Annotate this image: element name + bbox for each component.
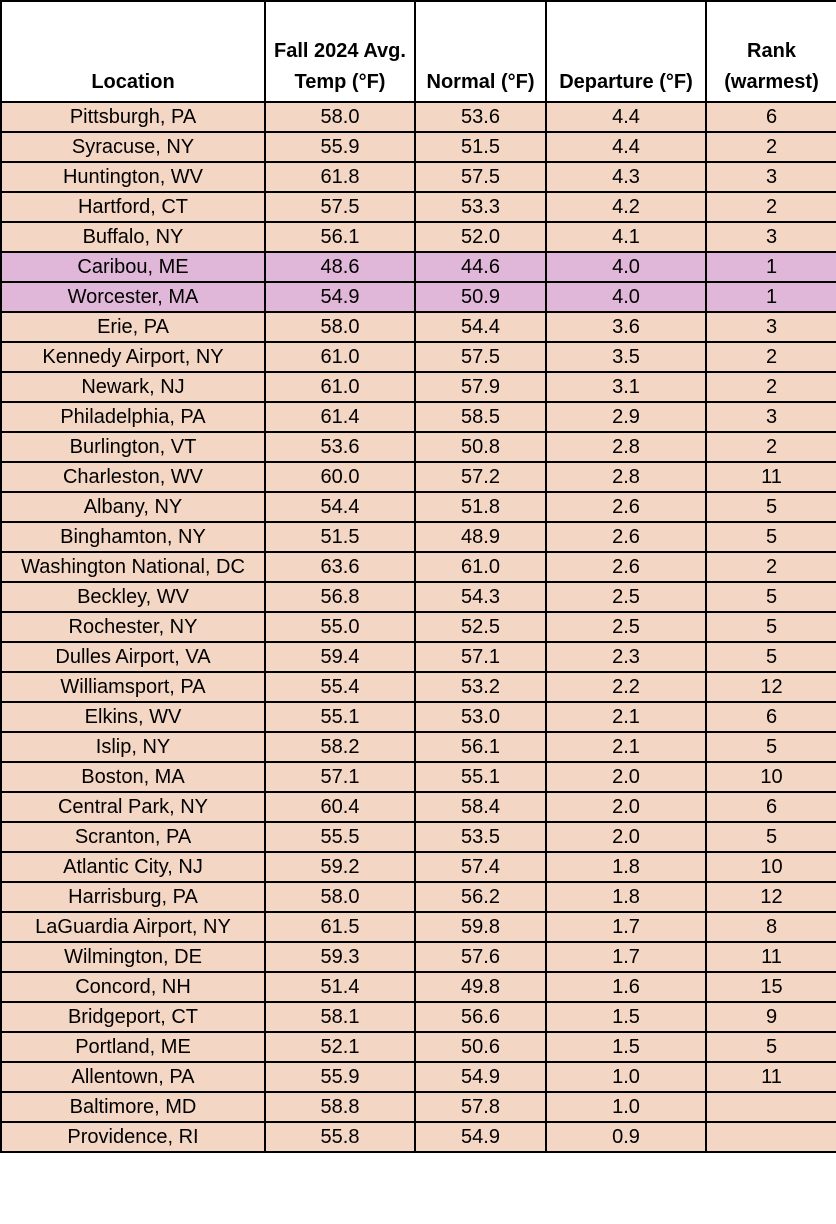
header-rank-line1: Rank [747, 40, 796, 62]
cell-location: Caribou, ME [1, 252, 265, 282]
cell-normal: 56.6 [415, 1002, 546, 1032]
header-departure-label: Departure (°F) [559, 71, 693, 93]
cell-avg-temp: 57.1 [265, 762, 415, 792]
table-row [1, 1002, 836, 1032]
cell-avg-temp: 54.9 [265, 282, 415, 312]
cell-rank: 8 [706, 912, 836, 942]
cell-departure: 1.0 [546, 1062, 706, 1092]
cell-rank: 2 [706, 132, 836, 162]
cell-normal: 58.5 [415, 402, 546, 432]
cell-rank: 5 [706, 642, 836, 672]
cell-normal: 57.6 [415, 942, 546, 972]
cell-normal: 50.9 [415, 282, 546, 312]
cell-location: Scranton, PA [1, 822, 265, 852]
cell-avg-temp: 53.6 [265, 432, 415, 462]
cell-normal: 56.2 [415, 882, 546, 912]
table-row [1, 312, 836, 342]
cell-departure: 4.1 [546, 222, 706, 252]
cell-rank: 11 [706, 1062, 836, 1092]
cell-departure: 1.7 [546, 912, 706, 942]
cell-rank: 15 [706, 972, 836, 1002]
cell-location: Kennedy Airport, NY [1, 342, 265, 372]
header-avg-temp-line1: Fall 2024 Avg. [274, 40, 406, 62]
cell-avg-temp: 52.1 [265, 1032, 415, 1062]
table-row [1, 912, 836, 942]
cell-avg-temp: 58.0 [265, 312, 415, 342]
cell-rank: 12 [706, 882, 836, 912]
cell-location: Wilmington, DE [1, 942, 265, 972]
cell-avg-temp: 59.3 [265, 942, 415, 972]
header-location [1, 1, 265, 102]
cell-departure: 2.8 [546, 432, 706, 462]
cell-avg-temp: 58.8 [265, 1092, 415, 1122]
cell-departure: 1.8 [546, 882, 706, 912]
cell-departure: 4.3 [546, 162, 706, 192]
table-row [1, 1062, 836, 1092]
cell-location: Providence, RI [1, 1122, 265, 1152]
cell-rank: 2 [706, 372, 836, 402]
cell-rank [706, 1122, 836, 1152]
cell-departure: 4.4 [546, 102, 706, 132]
cell-departure: 2.0 [546, 792, 706, 822]
table-row [1, 102, 836, 132]
header-normal [415, 1, 546, 102]
cell-departure: 1.6 [546, 972, 706, 1002]
table-row [1, 642, 836, 672]
cell-location: Philadelphia, PA [1, 402, 265, 432]
cell-rank: 5 [706, 522, 836, 552]
cell-avg-temp: 51.5 [265, 522, 415, 552]
cell-location: Pittsburgh, PA [1, 102, 265, 132]
cell-rank: 5 [706, 492, 836, 522]
cell-location: Erie, PA [1, 312, 265, 342]
cell-avg-temp: 54.4 [265, 492, 415, 522]
cell-avg-temp: 51.4 [265, 972, 415, 1002]
cell-location: Bridgeport, CT [1, 1002, 265, 1032]
cell-avg-temp: 55.1 [265, 702, 415, 732]
cell-departure: 2.2 [546, 672, 706, 702]
cell-avg-temp: 55.9 [265, 1062, 415, 1092]
cell-rank [706, 1092, 836, 1122]
cell-location: Dulles Airport, VA [1, 642, 265, 672]
cell-normal: 59.8 [415, 912, 546, 942]
table-row [1, 282, 836, 312]
cell-rank: 3 [706, 162, 836, 192]
cell-avg-temp: 59.4 [265, 642, 415, 672]
table-row [1, 432, 836, 462]
cell-normal: 49.8 [415, 972, 546, 1002]
cell-location: Boston, MA [1, 762, 265, 792]
table-header [1, 1, 836, 102]
cell-avg-temp: 58.2 [265, 732, 415, 762]
cell-avg-temp: 56.1 [265, 222, 415, 252]
cell-rank: 5 [706, 1032, 836, 1062]
cell-location: LaGuardia Airport, NY [1, 912, 265, 942]
table-row [1, 162, 836, 192]
cell-location: Charleston, WV [1, 462, 265, 492]
cell-normal: 50.8 [415, 432, 546, 462]
cell-departure: 1.5 [546, 1032, 706, 1062]
table-row [1, 492, 836, 522]
header-avg-temp-line2: Temp (°F) [294, 71, 386, 93]
cell-rank: 2 [706, 192, 836, 222]
cell-rank: 10 [706, 762, 836, 792]
header-avg-temp [265, 1, 415, 102]
cell-normal: 52.0 [415, 222, 546, 252]
cell-normal: 58.4 [415, 792, 546, 822]
cell-location: Syracuse, NY [1, 132, 265, 162]
cell-rank: 2 [706, 432, 836, 462]
table-row [1, 852, 836, 882]
cell-location: Hartford, CT [1, 192, 265, 222]
cell-rank: 5 [706, 582, 836, 612]
cell-avg-temp: 55.4 [265, 672, 415, 702]
cell-normal: 57.5 [415, 342, 546, 372]
cell-departure: 2.1 [546, 702, 706, 732]
table-row [1, 222, 836, 252]
cell-location: Williamsport, PA [1, 672, 265, 702]
cell-normal: 53.3 [415, 192, 546, 222]
table-row [1, 552, 836, 582]
header-location-label: Location [91, 71, 175, 93]
table-row [1, 582, 836, 612]
cell-avg-temp: 61.0 [265, 342, 415, 372]
cell-avg-temp: 56.8 [265, 582, 415, 612]
cell-departure: 2.1 [546, 732, 706, 762]
cell-rank: 3 [706, 312, 836, 342]
table-row [1, 942, 836, 972]
cell-departure: 4.2 [546, 192, 706, 222]
cell-rank: 3 [706, 402, 836, 432]
cell-avg-temp: 59.2 [265, 852, 415, 882]
cell-avg-temp: 60.4 [265, 792, 415, 822]
cell-rank: 5 [706, 822, 836, 852]
cell-departure: 2.0 [546, 762, 706, 792]
table-row [1, 1092, 836, 1122]
table-row [1, 462, 836, 492]
cell-departure: 4.4 [546, 132, 706, 162]
cell-normal: 57.2 [415, 462, 546, 492]
cell-location: Burlington, VT [1, 432, 265, 462]
cell-departure: 2.3 [546, 642, 706, 672]
table-row [1, 612, 836, 642]
cell-rank: 10 [706, 852, 836, 882]
table-row [1, 762, 836, 792]
table-row [1, 822, 836, 852]
cell-normal: 52.5 [415, 612, 546, 642]
cell-location: Buffalo, NY [1, 222, 265, 252]
cell-avg-temp: 63.6 [265, 552, 415, 582]
table-row [1, 972, 836, 1002]
cell-rank: 9 [706, 1002, 836, 1032]
cell-location: Concord, NH [1, 972, 265, 1002]
cell-rank: 11 [706, 462, 836, 492]
cell-normal: 54.9 [415, 1062, 546, 1092]
table-body [1, 102, 836, 1152]
cell-location: Allentown, PA [1, 1062, 265, 1092]
cell-location: Huntington, WV [1, 162, 265, 192]
cell-avg-temp: 61.0 [265, 372, 415, 402]
table-row [1, 522, 836, 552]
cell-avg-temp: 57.5 [265, 192, 415, 222]
cell-rank: 2 [706, 342, 836, 372]
cell-departure: 0.9 [546, 1122, 706, 1152]
cell-avg-temp: 58.0 [265, 882, 415, 912]
cell-location: Washington National, DC [1, 552, 265, 582]
cell-rank: 3 [706, 222, 836, 252]
cell-avg-temp: 61.4 [265, 402, 415, 432]
cell-departure: 2.6 [546, 552, 706, 582]
cell-departure: 2.9 [546, 402, 706, 432]
cell-location: Atlantic City, NJ [1, 852, 265, 882]
cell-normal: 54.3 [415, 582, 546, 612]
cell-location: Harrisburg, PA [1, 882, 265, 912]
cell-departure: 3.1 [546, 372, 706, 402]
cell-avg-temp: 61.5 [265, 912, 415, 942]
cell-rank: 6 [706, 792, 836, 822]
cell-rank: 5 [706, 732, 836, 762]
cell-normal: 57.9 [415, 372, 546, 402]
table-row [1, 1122, 836, 1152]
cell-location: Islip, NY [1, 732, 265, 762]
cell-normal: 57.8 [415, 1092, 546, 1122]
cell-departure: 1.0 [546, 1092, 706, 1122]
cell-departure: 2.8 [546, 462, 706, 492]
cell-avg-temp: 61.8 [265, 162, 415, 192]
table-row [1, 192, 836, 222]
cell-location: Rochester, NY [1, 612, 265, 642]
header-row [1, 1, 836, 102]
table-row [1, 132, 836, 162]
cell-location: Beckley, WV [1, 582, 265, 612]
cell-departure: 3.5 [546, 342, 706, 372]
table-row [1, 882, 836, 912]
header-departure [546, 1, 706, 102]
cell-rank: 1 [706, 282, 836, 312]
cell-departure: 2.6 [546, 522, 706, 552]
cell-normal: 54.4 [415, 312, 546, 342]
cell-location: Binghamton, NY [1, 522, 265, 552]
cell-normal: 50.6 [415, 1032, 546, 1062]
cell-departure: 4.0 [546, 252, 706, 282]
header-rank [706, 1, 836, 102]
cell-normal: 48.9 [415, 522, 546, 552]
cell-normal: 44.6 [415, 252, 546, 282]
cell-rank: 1 [706, 252, 836, 282]
cell-normal: 57.5 [415, 162, 546, 192]
cell-avg-temp: 55.5 [265, 822, 415, 852]
cell-rank: 12 [706, 672, 836, 702]
cell-location: Baltimore, MD [1, 1092, 265, 1122]
cell-avg-temp: 60.0 [265, 462, 415, 492]
header-rank-line2: (warmest) [724, 71, 819, 93]
cell-location: Albany, NY [1, 492, 265, 522]
cell-departure: 2.0 [546, 822, 706, 852]
cell-normal: 53.5 [415, 822, 546, 852]
cell-location: Worcester, MA [1, 282, 265, 312]
table-row [1, 1032, 836, 1062]
cell-departure: 2.5 [546, 612, 706, 642]
cell-departure: 3.6 [546, 312, 706, 342]
cell-departure: 1.7 [546, 942, 706, 972]
cell-departure: 2.6 [546, 492, 706, 522]
cell-rank: 6 [706, 102, 836, 132]
table-row [1, 252, 836, 282]
cell-location: Central Park, NY [1, 792, 265, 822]
cell-avg-temp: 55.8 [265, 1122, 415, 1152]
table-row [1, 702, 836, 732]
table-row [1, 402, 836, 432]
cell-normal: 54.9 [415, 1122, 546, 1152]
cell-normal: 57.4 [415, 852, 546, 882]
cell-normal: 57.1 [415, 642, 546, 672]
cell-location: Newark, NJ [1, 372, 265, 402]
cell-rank: 5 [706, 612, 836, 642]
cell-location: Portland, ME [1, 1032, 265, 1062]
cell-departure: 2.5 [546, 582, 706, 612]
table-row [1, 372, 836, 402]
cell-location: Elkins, WV [1, 702, 265, 732]
cell-avg-temp: 58.0 [265, 102, 415, 132]
cell-normal: 55.1 [415, 762, 546, 792]
cell-avg-temp: 55.0 [265, 612, 415, 642]
table-row [1, 672, 836, 702]
cell-normal: 51.8 [415, 492, 546, 522]
cell-rank: 11 [706, 942, 836, 972]
cell-avg-temp: 48.6 [265, 252, 415, 282]
cell-avg-temp: 55.9 [265, 132, 415, 162]
cell-normal: 53.2 [415, 672, 546, 702]
table-row [1, 792, 836, 822]
cell-normal: 61.0 [415, 552, 546, 582]
cell-departure: 4.0 [546, 282, 706, 312]
header-normal-label: Normal (°F) [426, 71, 535, 93]
cell-rank: 2 [706, 552, 836, 582]
table-row [1, 342, 836, 372]
cell-normal: 56.1 [415, 732, 546, 762]
cell-normal: 51.5 [415, 132, 546, 162]
cell-avg-temp: 58.1 [265, 1002, 415, 1032]
cell-rank: 6 [706, 702, 836, 732]
cell-normal: 53.6 [415, 102, 546, 132]
table-row [1, 732, 836, 762]
cell-departure: 1.5 [546, 1002, 706, 1032]
cell-departure: 1.8 [546, 852, 706, 882]
cell-normal: 53.0 [415, 702, 546, 732]
